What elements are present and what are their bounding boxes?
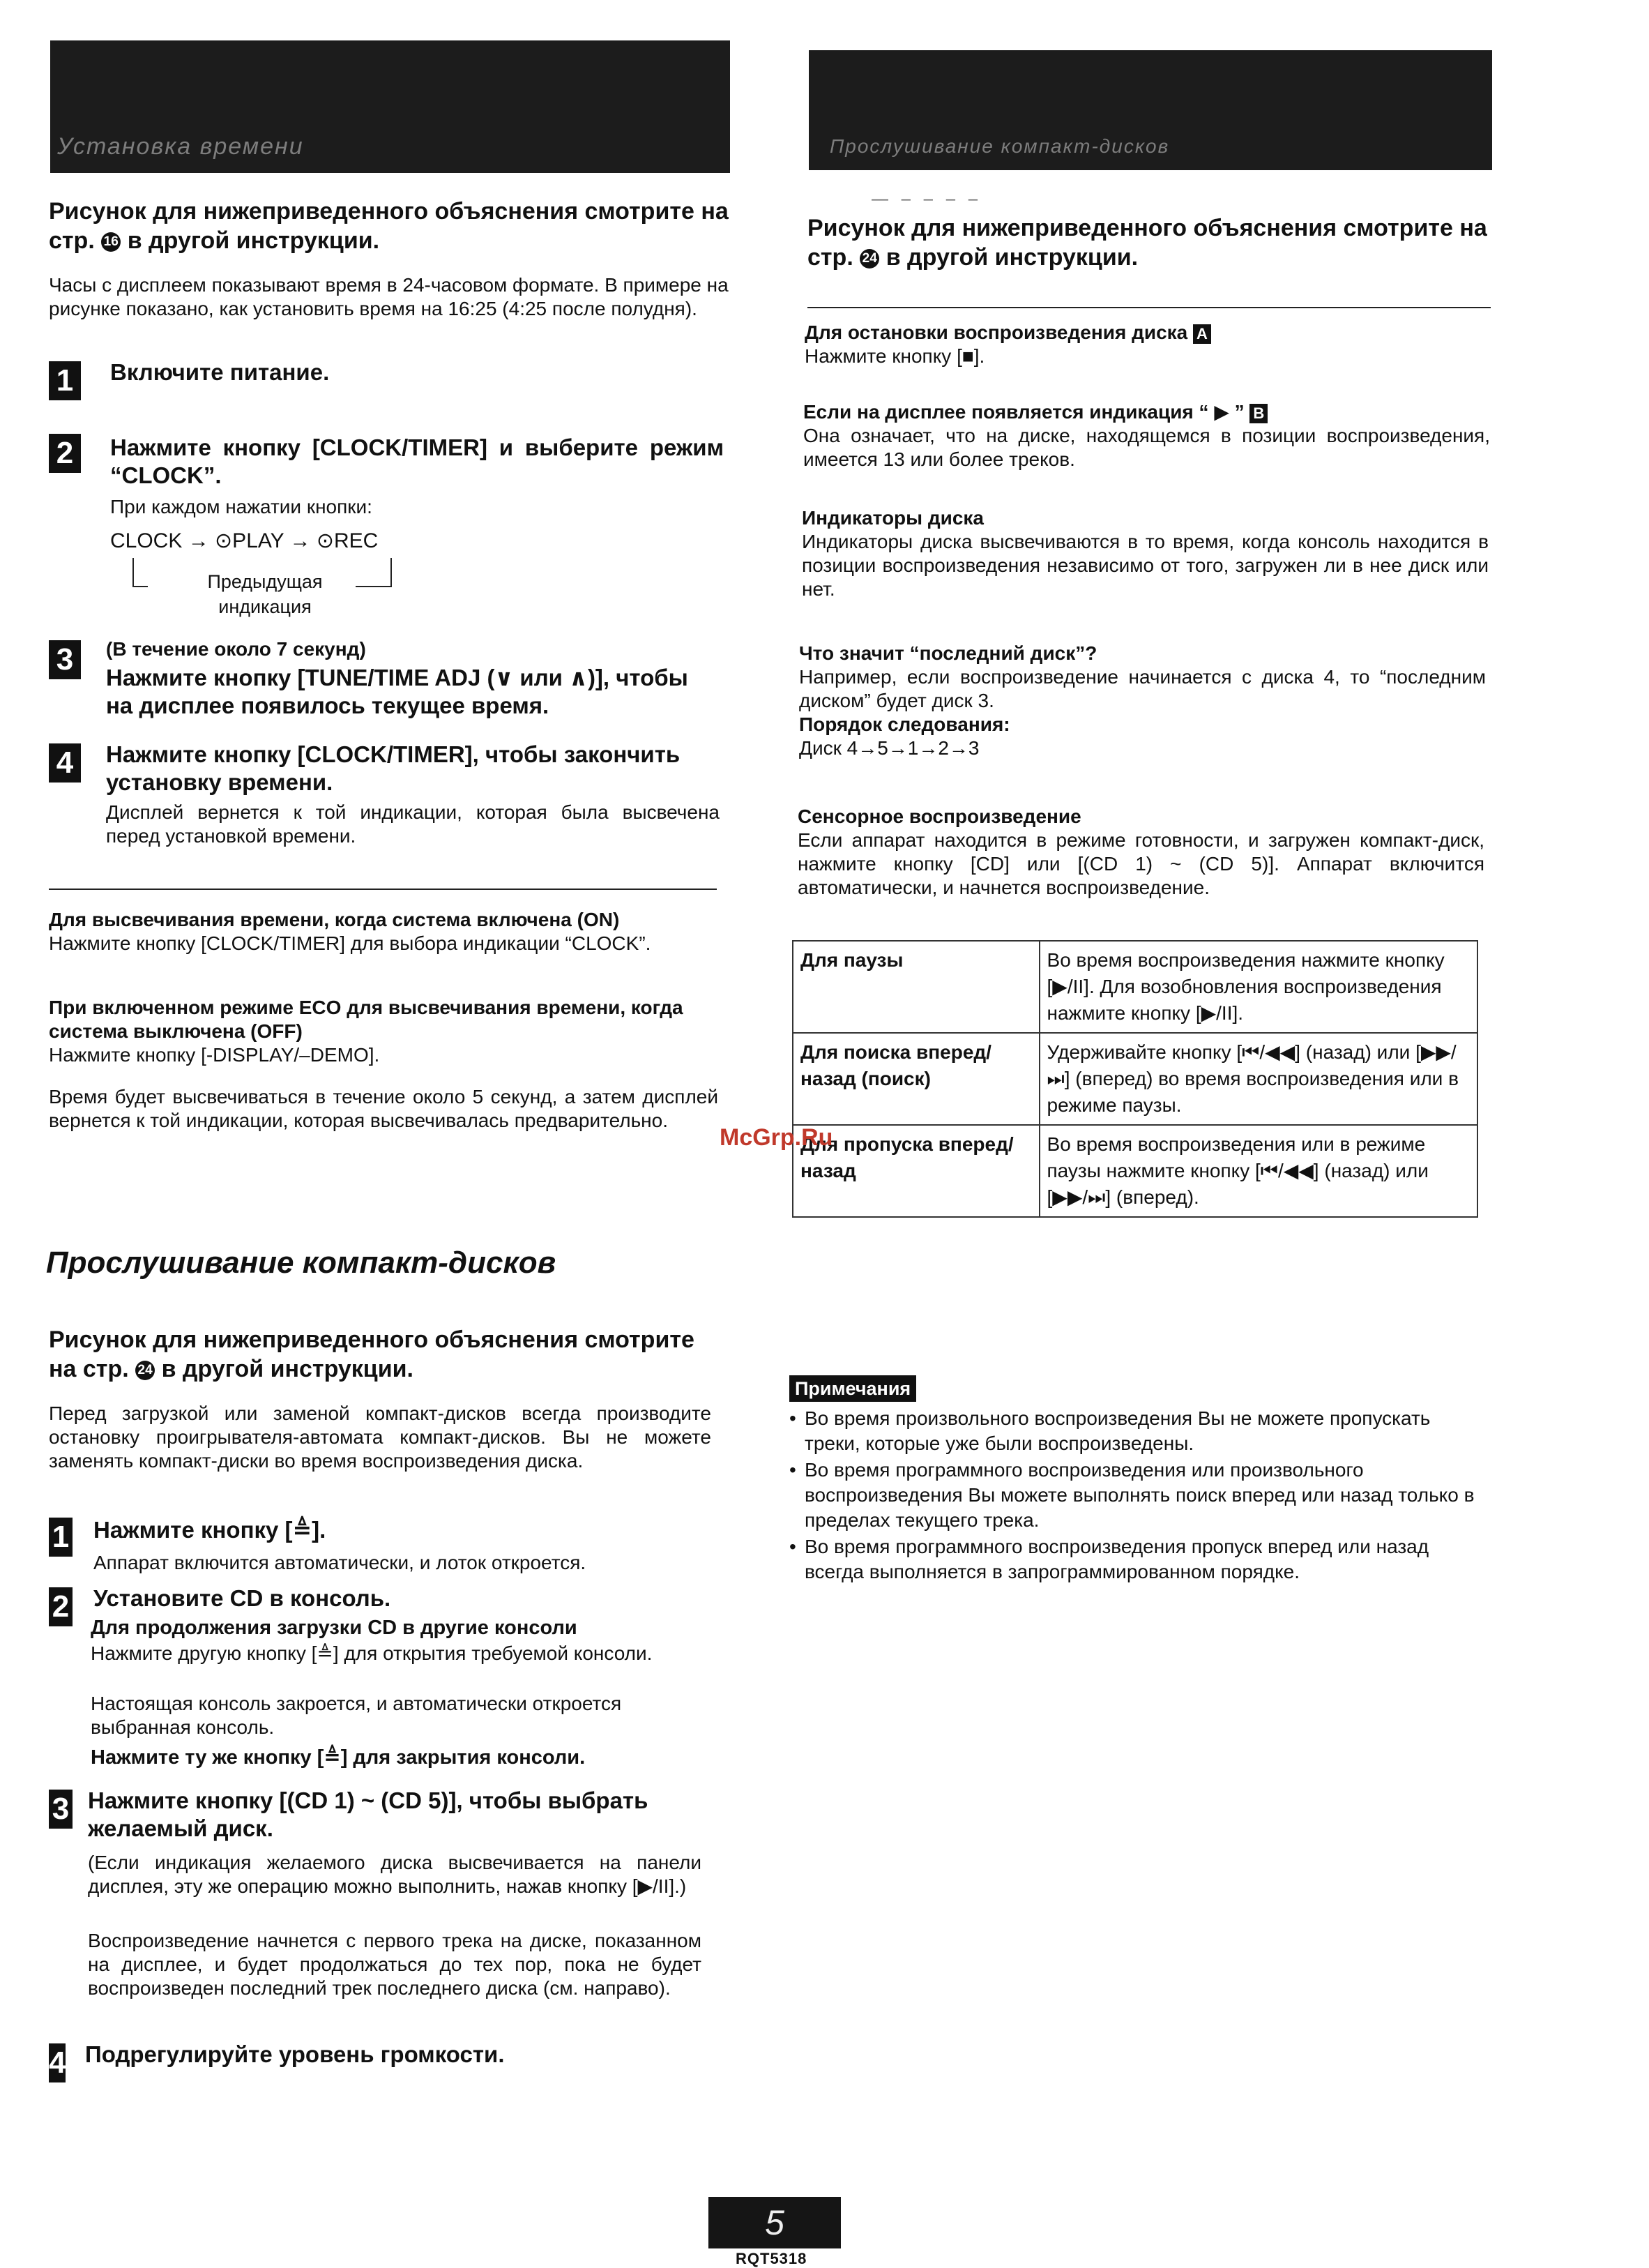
banner-text: Установка времени <box>57 133 304 160</box>
page-number: 5 <box>708 2197 841 2248</box>
step-timing-note: (В течение около 7 секунд) <box>106 638 366 660</box>
step-number: 4 <box>49 743 81 783</box>
step-heading: Установите CD в консоль. <box>93 1585 391 1611</box>
step-number: 1 <box>49 1518 73 1557</box>
banner-text: Прослушивание компакт-дисков <box>830 135 1170 157</box>
cycle-return-line-left <box>132 558 148 587</box>
step-body: Воспроизведение начнется с первого трека на диске, показанном на дисплее, и будет продолжаться до тех пор, пока не будет воспроизведен последний трек последнего диска (см. направо). <box>88 1930 701 1999</box>
step-tail: Нажмите ту же кнопку [≜] для закрытия консоли. <box>91 1746 586 1769</box>
step-heading: Нажмите кнопку [(CD 1) ~ (CD 5)], чтобы выбрать желаемый диск. <box>88 1787 648 1841</box>
mode-cycle-diagram <box>110 529 529 554</box>
divider <box>807 307 1491 308</box>
model-code: RQT5318 <box>736 2250 807 2267</box>
cycle-rec: ⊙REC <box>316 529 379 552</box>
cd-section-title: Прослушивание компакт-дисков <box>46 1246 556 1280</box>
cd-intro-text: Перед загрузкой или заменой компакт-дисков всегда производите остановку проигрывателя-автомата компакт-дисков. Вы не можете заменять компакт-диски во время воспроизведения диска. <box>49 1403 711 1472</box>
page-ref-badge: 24 <box>860 249 879 269</box>
step-heading: Включите питание. <box>110 359 330 385</box>
cd-intro-heading: Рисунок для нижеприведенного объяснения смотрите на стр. 24 в другой инструкции. <box>49 1326 694 1382</box>
figure-tag: B <box>1249 404 1268 423</box>
step-number: 3 <box>49 1790 73 1829</box>
list-item: • Во время произвольного воспроизведения Вы не можете пропускать треки, которые уже были воспроизведены. <box>789 1406 1487 1456</box>
step-number: 1 <box>49 361 81 400</box>
step-body: Дисплей вернется к той индикации, которая была высвечена перед установкой времени. <box>106 801 720 847</box>
clock-intro-heading: Рисунок для нижеприведенного объяснения смотрите на стр. 16 в другой инструкции. <box>49 198 729 254</box>
table-cell: Для поиска вперед/ назад (поиск) <box>793 1033 1040 1125</box>
table-cell: Во время воспроизведения или в режиме паузы нажмите кнопку [⏮/◀◀] (назад) или [▶▶/⏭] (вперед). <box>1040 1125 1477 1217</box>
table-cell: Во время воспроизведения нажмите кнопку [▶/II]. Для возобновления воспроизведения нажмите кнопку [▶/II]. <box>1040 941 1477 1033</box>
divider <box>49 889 717 890</box>
cycle-previous-label: Предыдущая индикация <box>207 571 323 617</box>
arrow-right-icon: → <box>188 529 215 552</box>
step-heading: Подрегулируйте уровень громкости. <box>85 2041 505 2067</box>
table-cell: Удерживайте кнопку [⏮/◀◀] (назад) или [▶▶/⏭] (вперед) во время воспроизведения или в режиме паузы. <box>1040 1033 1477 1125</box>
table-cell: Для пропуска вперед/ назад <box>793 1125 1040 1217</box>
table-cell: Для паузы <box>793 941 1040 1033</box>
step-subheading: Для продолжения загрузки CD в другие консоли <box>91 1617 577 1639</box>
section-banner-cd <box>809 50 1492 170</box>
section-banner-clock <box>50 40 730 173</box>
last-disc-info: Что значит “последний диск”? Например, если воспроизведение начинается с диска 4, то “последним диском” будет диск 3. Порядок следования: Диск 4→5→1→2→3 <box>799 642 1486 759</box>
list-item: • Во время программного воспроизведения пропуск вперед или назад всегда выполняется в запрограммированном порядке. <box>789 1534 1487 1585</box>
step-body: (Если индикация желаемого диска высвечивается на панели дисплея, эту же операцию можно выполнить, нажав кнопку [▶/II].) <box>88 1852 701 1897</box>
clock-intro-text: Часы с дисплеем показывают время в 24-часовом формате. В примере на рисунке показано, как установить время на 16:25 (4:25 после полудня). <box>49 274 729 319</box>
cycle-return-line-right <box>356 558 392 587</box>
indicator-info: Если на дисплее появляется индикация “ ▶ ” B Она означает, что на диске, находящемся в позиции воспроизведения, имеется 13 или более треков. <box>803 401 1490 470</box>
figure-tag: A <box>1193 324 1211 344</box>
list-item: • Во время программного воспроизведения или произвольного воспроизведения Вы можете выполнять поиск вперед или назад только в пределах текущего трека. <box>789 1458 1487 1533</box>
step-heading: Нажмите кнопку [TUNE/TIME ADJ (∨ или ∧)], чтобы на дисплее появилось текущее время. <box>106 665 688 718</box>
page-ref-badge: 24 <box>135 1361 155 1380</box>
page-ref-badge: 16 <box>101 232 121 252</box>
step-heading: Нажмите кнопку [CLOCK/TIMER] и выберите режим “CLOCK”. <box>110 434 724 488</box>
step-heading: Нажмите кнопку [≜]. <box>93 1517 326 1543</box>
step-body: Нажмите другую кнопку [≜] для открытия требуемой консоли. <box>91 1642 653 1664</box>
stop-info: Для остановки воспроизведения диска A Нажмите кнопку [■]. <box>805 321 1491 368</box>
watermark: McGrp.Ru <box>720 1124 833 1151</box>
step-body: Настоящая консоль закроется, и автоматически откроется выбранная консоль. <box>91 1693 622 1738</box>
step-number: 3 <box>49 640 81 679</box>
notes-title: Примечания <box>789 1375 916 1402</box>
step-number: 2 <box>49 1587 73 1626</box>
step-number: 4 <box>49 2043 66 2082</box>
display-eco-note: При включенном режиме ECO для высвечивания времени, когда система выключена (OFF) Нажмите кнопку [-DISPLAY/–DEMO]. <box>49 997 683 1066</box>
display-on-note: Для высвечивания времени, когда система включена (ON) Нажмите кнопку [CLOCK/TIMER] для выбора индикации “CLOCK”. <box>49 909 651 954</box>
cycle-clock: CLOCK <box>110 529 183 552</box>
table-row <box>793 1125 1477 1217</box>
disc-indicators-info: Индикаторы диска Индикаторы диска высвечиваются в то время, когда консоль находится в позиции воспроизведения независимо от того, загружен ли в нее диск или нет. <box>802 507 1489 600</box>
one-touch-play-info: Сенсорное воспроизведение Если аппарат находится в режиме готовности, и загружен компакт-диск, нажмите кнопку [CD] или [(CD 1) ~ (CD 5)]. Аппарат включится автоматически, и начнется воспроизведение. <box>798 806 1484 898</box>
arrow-right-icon: → <box>289 529 317 552</box>
display-duration-note: Время будет высвечиваться в течение около 5 секунд, а затем дисплей вернется к той индикации, которая высвечивалась предварительно. <box>49 1086 718 1131</box>
step-body: При каждом нажатии кнопки: <box>110 496 372 517</box>
table-row <box>793 941 1477 1033</box>
step-body: Аппарат включится автоматически, и лоток откроется. <box>93 1552 586 1573</box>
cd-intro-heading-right: Рисунок для нижеприведенного объяснения смотрите на стр. 24 в другой инструкции. <box>807 215 1487 271</box>
step-heading: Нажмите кнопку [CLOCK/TIMER], чтобы закончить установку времени. <box>106 741 681 795</box>
notes-block <box>789 1375 1487 1586</box>
table-row <box>793 1033 1477 1125</box>
operations-table <box>792 940 1478 1218</box>
step-number: 2 <box>49 434 81 473</box>
decorative-speckle: — ‒ ‒ – ‒ <box>872 190 982 209</box>
cycle-play: ⊙PLAY <box>215 529 284 552</box>
